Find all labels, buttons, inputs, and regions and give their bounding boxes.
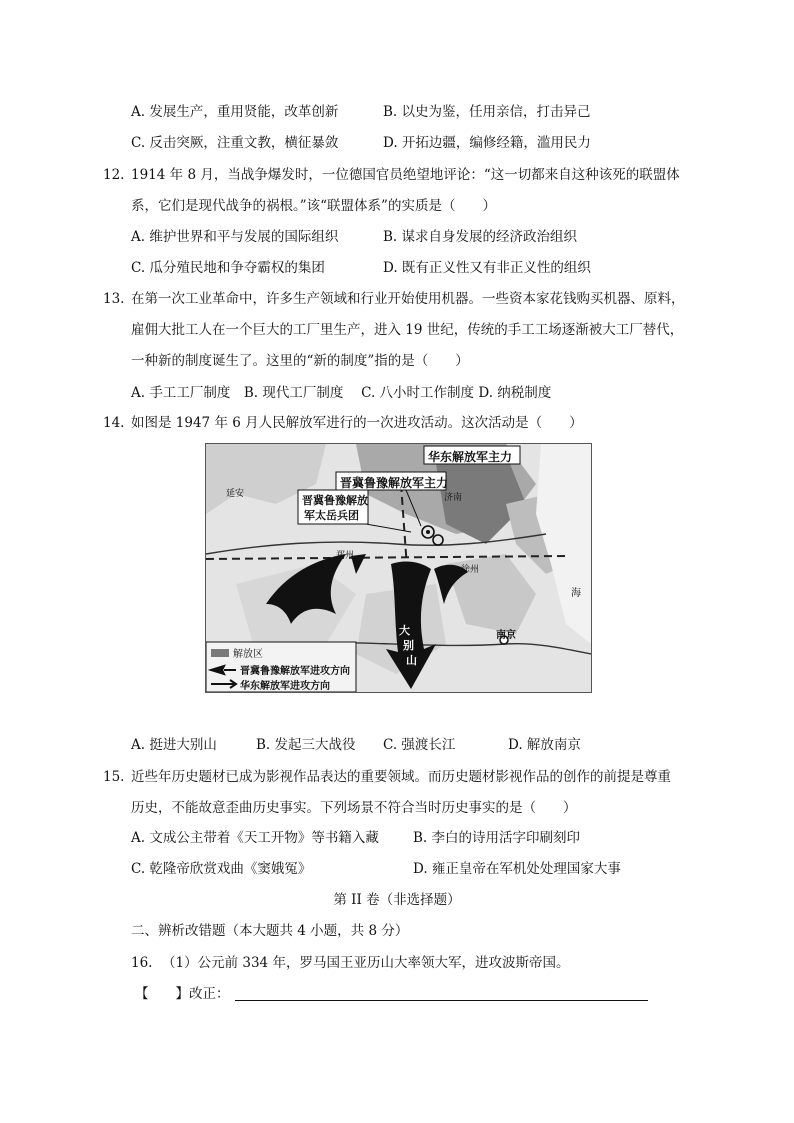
map-label-east-army: 华东解放军主力 bbox=[428, 450, 513, 464]
q13-text-line3: 一种新的制度诞生了。这里的“新的制度”指的是（ ） bbox=[131, 353, 469, 369]
map-legend-liberated-area: 解放区 bbox=[233, 649, 263, 660]
q16-answer-label: 【 】改正： bbox=[135, 986, 230, 1002]
q13-text-line1: 在第一次工业革命中，许多生产领域和行业开始使用机器。一些资本家花钱购买机器、原料， bbox=[131, 291, 685, 307]
map-legend-jjly-direction: 晋冀鲁豫解放军进攻方向 bbox=[240, 666, 350, 677]
q16-text-line1: （1）公元前 334 年，罗马国王亚历山大率领大军，进攻波斯帝国。 bbox=[162, 955, 570, 971]
section-title: 第 II 卷（非选择题） bbox=[333, 892, 461, 908]
q16-answer-blank[interactable] bbox=[235, 1000, 648, 1001]
map-label-dabie-2: 别 bbox=[403, 639, 414, 652]
q15-text-line1: 近些年历史题材已成为影视作品表达的重要领域。而历史题材影视作品的创作的前提是尊重 bbox=[131, 769, 671, 785]
map-city-jinan: 济南 bbox=[444, 493, 463, 503]
q13-text-line2: 雇佣大批工人在一个巨大的工厂里生产，进入 19 世纪，传统的手工工场逐渐被大工厂替代， bbox=[131, 322, 684, 338]
q14-option-c: C. 强渡长江 bbox=[383, 737, 456, 753]
q15-number: 15. bbox=[103, 769, 125, 785]
map-label-taiyue-line2: 军太岳兵团 bbox=[304, 509, 359, 522]
map-city-yanan: 延安 bbox=[226, 489, 245, 499]
q12-option-a: A. 维护世界和平与发展的国际组织 bbox=[131, 229, 339, 245]
q14-number: 14. bbox=[103, 415, 125, 431]
q15-option-d: D. 雍正皇帝在军机处处理国家大事 bbox=[413, 861, 621, 877]
q11-option-a: A. 发展生产，重用贤能，改革创新 bbox=[131, 104, 339, 120]
q12-text-line2: 系，它们是现代战争的祸根。”该“联盟体系”的实质是（ ） bbox=[131, 198, 496, 214]
q16-number: 16. bbox=[131, 955, 153, 971]
q14-text-line1: 如图是 1947 年 6 月人民解放军进行的一次进攻活动。这次活动是（ ） bbox=[131, 415, 583, 431]
q12-number: 12. bbox=[103, 167, 125, 183]
part-two-heading: 二、辨析改错题（本大题共 4 小题，共 8 分） bbox=[131, 923, 409, 939]
q12-option-d: D. 既有正义性又有非正义性的组织 bbox=[383, 260, 591, 276]
map-legend-east-direction: 华东解放军进攻方向 bbox=[240, 681, 330, 692]
map-label-dabie-3: 山 bbox=[406, 654, 417, 667]
map-city-xuzhou: 徐州 bbox=[461, 565, 480, 575]
q14-option-b: B. 发起三大战役 bbox=[256, 737, 356, 753]
map-sea-label: 海 bbox=[571, 588, 581, 599]
q15-option-b: B. 李白的诗用活字印刷刻印 bbox=[413, 830, 581, 846]
q15-option-c: C. 乾隆帝欣赏戏曲《窦娥冤》 bbox=[131, 861, 312, 877]
q14-option-d: D. 解放南京 bbox=[508, 737, 581, 753]
q11-option-d: D. 开拓边疆，编修经籍，滥用民力 bbox=[383, 135, 591, 151]
q12-option-c: C. 瓜分殖民地和争夺霸权的集团 bbox=[131, 260, 325, 276]
q15-text-line2: 历史，不能故意歪曲历史事实。下列场景不符合当时历史事实的是（ ） bbox=[131, 800, 577, 816]
map-label-jjly-army: 晋冀鲁豫解放军主力 bbox=[340, 476, 449, 490]
q13-options: A. 手工工厂制度 B. 现代工厂制度 C. 八小时工作制度 D. 纳税制度 bbox=[131, 385, 552, 401]
q13-number: 13. bbox=[103, 291, 125, 307]
q14-option-a: A. 挺进大别山 bbox=[131, 737, 217, 753]
map-city-zhengzhou: 郑州 bbox=[336, 551, 355, 561]
q15-option-a: A. 文成公主带着《天工开物》等书籍入藏 bbox=[131, 830, 379, 846]
map-city-nanjing: 南京 bbox=[496, 630, 516, 641]
q12-text-line1: 1914 年 8 月，当战争爆发时，一位德国官员绝望地评论：“这一切都来自这种该死的联盟体 bbox=[131, 167, 680, 183]
map-label-taiyue-line1: 晋冀鲁豫解放 bbox=[302, 494, 368, 507]
q12-option-b: B. 谋求自身发展的经济政治组织 bbox=[383, 229, 578, 245]
historical-map bbox=[205, 443, 592, 693]
q11-option-b: B. 以史为鉴，任用亲信，打击异己 bbox=[383, 104, 591, 120]
map-label-dabie-1: 大 bbox=[399, 624, 410, 637]
q11-option-c: C. 反击突厥，注重文教，横征暴敛 bbox=[131, 135, 339, 151]
